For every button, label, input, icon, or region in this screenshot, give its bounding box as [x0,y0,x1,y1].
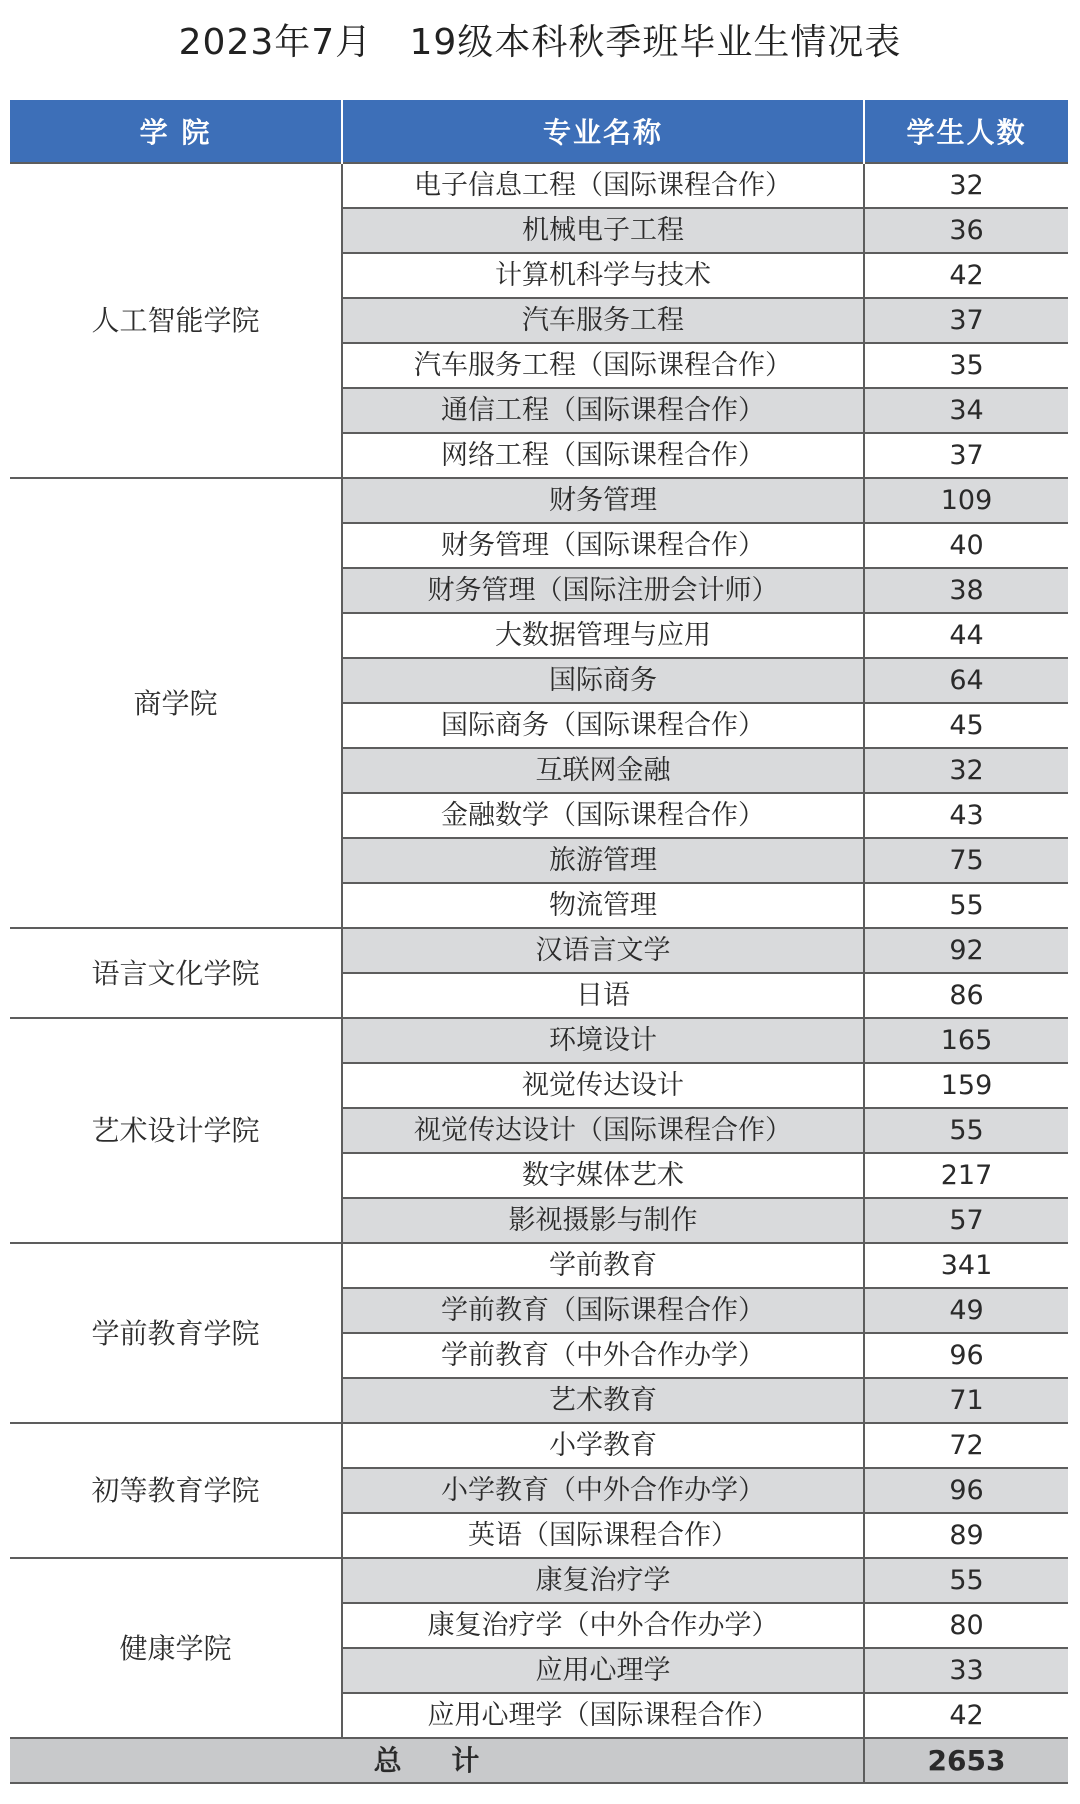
major-cell: 日语 [342,973,864,1018]
major-cell: 财务管理（国际课程合作） [342,523,864,568]
student-count-cell: 341 [864,1243,1068,1288]
college-cell: 艺术设计学院 [10,1018,342,1243]
header-college: 学 院 [10,100,342,163]
student-count-cell: 165 [864,1018,1068,1063]
major-cell: 物流管理 [342,883,864,928]
student-count-cell: 32 [864,163,1068,208]
major-cell: 环境设计 [342,1018,864,1063]
college-cell: 学前教育学院 [10,1243,342,1423]
student-count-cell: 45 [864,703,1068,748]
student-count-cell: 80 [864,1603,1068,1648]
major-cell: 小学教育 [342,1423,864,1468]
total-value: 2653 [864,1738,1068,1783]
student-count-cell: 55 [864,883,1068,928]
student-count-cell: 86 [864,973,1068,1018]
student-count-cell: 35 [864,343,1068,388]
student-count-cell: 55 [864,1558,1068,1603]
table-row [10,1243,1068,1288]
student-count-cell: 71 [864,1378,1068,1423]
major-cell: 财务管理（国际注册会计师） [342,568,864,613]
student-count-cell: 34 [864,388,1068,433]
student-count-cell: 89 [864,1513,1068,1558]
major-cell: 财务管理 [342,478,864,523]
major-cell: 应用心理学 [342,1648,864,1693]
major-cell: 学前教育（中外合作办学） [342,1333,864,1378]
student-count-cell: 96 [864,1468,1068,1513]
major-cell: 网络工程（国际课程合作） [342,433,864,478]
major-cell: 康复治疗学 [342,1558,864,1603]
student-count-cell: 32 [864,748,1068,793]
total-label: 总 计 [10,1738,864,1783]
student-count-cell: 33 [864,1648,1068,1693]
student-count-cell: 43 [864,793,1068,838]
major-cell: 康复治疗学（中外合作办学） [342,1603,864,1648]
student-count-cell: 40 [864,523,1068,568]
college-cell: 初等教育学院 [10,1423,342,1558]
major-cell: 通信工程（国际课程合作） [342,388,864,433]
major-cell: 大数据管理与应用 [342,613,864,658]
college-cell: 健康学院 [10,1558,342,1738]
major-cell: 国际商务 [342,658,864,703]
table-body [10,163,1068,1783]
table-row [10,1558,1068,1603]
student-count-cell: 109 [864,478,1068,523]
student-count-cell: 37 [864,433,1068,478]
student-count-cell: 38 [864,568,1068,613]
major-cell: 国际商务（国际课程合作） [342,703,864,748]
student-count-cell: 57 [864,1198,1068,1243]
major-cell: 数字媒体艺术 [342,1153,864,1198]
student-count-cell: 75 [864,838,1068,883]
major-cell: 英语（国际课程合作） [342,1513,864,1558]
table-header-row [10,100,1068,163]
student-count-cell: 159 [864,1063,1068,1108]
table-row [10,1423,1068,1468]
student-count-cell: 92 [864,928,1068,973]
student-count-cell: 42 [864,1693,1068,1738]
major-cell: 学前教育 [342,1243,864,1288]
major-cell: 机械电子工程 [342,208,864,253]
major-cell: 汉语言文学 [342,928,864,973]
major-cell: 视觉传达设计 [342,1063,864,1108]
student-count-cell: 44 [864,613,1068,658]
student-count-cell: 49 [864,1288,1068,1333]
college-cell: 人工智能学院 [10,163,342,478]
major-cell: 互联网金融 [342,748,864,793]
college-cell: 语言文化学院 [10,928,342,1018]
student-count-cell: 55 [864,1108,1068,1153]
major-cell: 计算机科学与技术 [342,253,864,298]
major-cell: 金融数学（国际课程合作） [342,793,864,838]
student-count-cell: 37 [864,298,1068,343]
major-cell: 汽车服务工程（国际课程合作） [342,343,864,388]
major-cell: 旅游管理 [342,838,864,883]
student-count-cell: 217 [864,1153,1068,1198]
graduates-table [10,100,1068,1784]
major-cell: 小学教育（中外合作办学） [342,1468,864,1513]
major-cell: 艺术教育 [342,1378,864,1423]
major-cell: 学前教育（国际课程合作） [342,1288,864,1333]
page-title: 2023年7月 19级本科秋季班毕业生情况表 [178,22,902,63]
major-cell: 应用心理学（国际课程合作） [342,1693,864,1738]
table-row [10,1018,1068,1063]
college-cell: 商学院 [10,478,342,928]
total-row [10,1738,1068,1783]
table-row [10,478,1068,523]
student-count-cell: 42 [864,253,1068,298]
major-cell: 电子信息工程（国际课程合作） [342,163,864,208]
student-count-cell: 36 [864,208,1068,253]
student-count-cell: 64 [864,658,1068,703]
major-cell: 影视摄影与制作 [342,1198,864,1243]
major-cell: 汽车服务工程 [342,298,864,343]
student-count-cell: 72 [864,1423,1068,1468]
student-count-cell: 96 [864,1333,1068,1378]
table-row [10,928,1068,973]
header-major: 专业名称 [342,100,864,163]
table-row [10,163,1068,208]
header-count: 学生人数 [864,100,1068,163]
major-cell: 视觉传达设计（国际课程合作） [342,1108,864,1153]
